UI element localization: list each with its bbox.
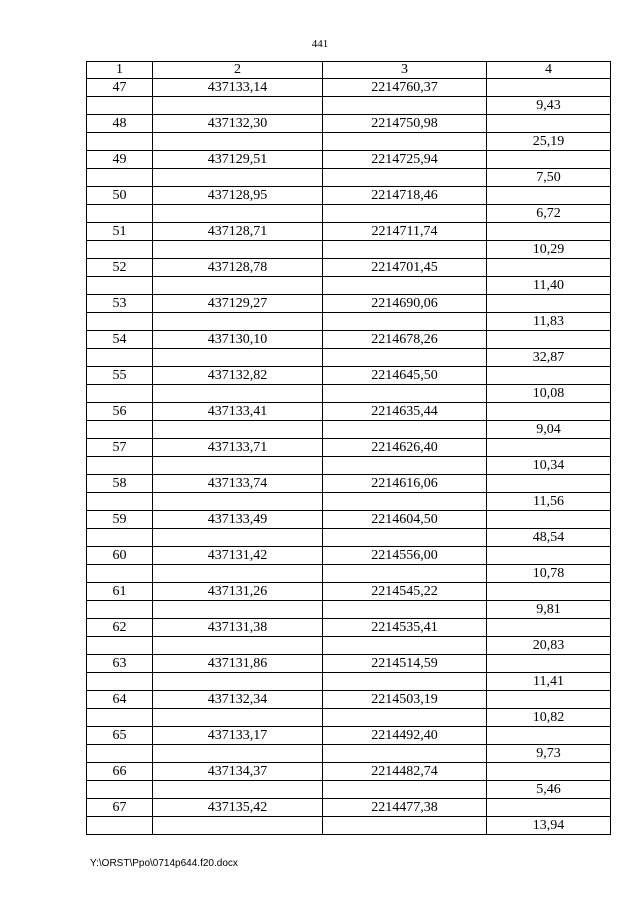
- point-row: [87, 403, 611, 421]
- distance-cell: 48,54: [487, 529, 611, 547]
- point-number-cell: 48: [87, 115, 153, 133]
- distance-row: [87, 601, 611, 619]
- distance-row: [87, 169, 611, 187]
- coordinates-table: [86, 61, 611, 835]
- distance-row: [87, 241, 611, 259]
- point-row: [87, 655, 611, 673]
- empty-cell: [153, 97, 323, 115]
- distance-cell: 10,78: [487, 565, 611, 583]
- empty-cell: [487, 331, 611, 349]
- empty-cell: [153, 349, 323, 367]
- point-number-cell: 58: [87, 475, 153, 493]
- empty-cell: [153, 709, 323, 727]
- empty-cell: [153, 493, 323, 511]
- y-coordinate-cell: 2214725,94: [323, 151, 487, 169]
- x-coordinate-cell: 437134,37: [153, 763, 323, 781]
- distance-cell: 9,73: [487, 745, 611, 763]
- empty-cell: [487, 151, 611, 169]
- empty-cell: [487, 619, 611, 637]
- x-coordinate-cell: 437132,34: [153, 691, 323, 709]
- empty-cell: [153, 133, 323, 151]
- point-row: [87, 475, 611, 493]
- empty-cell: [323, 313, 487, 331]
- x-coordinate-cell: 437128,71: [153, 223, 323, 241]
- x-coordinate-cell: 437131,86: [153, 655, 323, 673]
- empty-cell: [153, 565, 323, 583]
- empty-cell: [487, 655, 611, 673]
- empty-cell: [487, 475, 611, 493]
- empty-cell: [323, 97, 487, 115]
- point-number-cell: 60: [87, 547, 153, 565]
- y-coordinate-cell: 2214701,45: [323, 259, 487, 277]
- empty-cell: [487, 763, 611, 781]
- empty-cell: [323, 169, 487, 187]
- empty-cell: [323, 349, 487, 367]
- empty-cell: [153, 277, 323, 295]
- point-row: [87, 439, 611, 457]
- y-coordinate-cell: 2214626,40: [323, 439, 487, 457]
- distance-row: [87, 745, 611, 763]
- point-number-cell: 61: [87, 583, 153, 601]
- point-number-cell: 63: [87, 655, 153, 673]
- header-cell-4: 4: [487, 62, 611, 79]
- empty-cell: [87, 385, 153, 403]
- distance-cell: 10,34: [487, 457, 611, 475]
- point-row: [87, 187, 611, 205]
- empty-cell: [487, 511, 611, 529]
- empty-cell: [323, 421, 487, 439]
- point-row: [87, 79, 611, 97]
- empty-cell: [487, 115, 611, 133]
- x-coordinate-cell: 437129,51: [153, 151, 323, 169]
- distance-cell: 11,56: [487, 493, 611, 511]
- y-coordinate-cell: 2214718,46: [323, 187, 487, 205]
- empty-cell: [487, 367, 611, 385]
- empty-cell: [153, 745, 323, 763]
- empty-cell: [323, 709, 487, 727]
- empty-cell: [153, 385, 323, 403]
- empty-cell: [153, 169, 323, 187]
- y-coordinate-cell: 2214492,40: [323, 727, 487, 745]
- distance-cell: 7,50: [487, 169, 611, 187]
- empty-cell: [323, 277, 487, 295]
- distance-row: [87, 385, 611, 403]
- empty-cell: [87, 277, 153, 295]
- empty-cell: [87, 313, 153, 331]
- point-row: [87, 547, 611, 565]
- distance-row: [87, 817, 611, 835]
- empty-cell: [153, 205, 323, 223]
- point-number-cell: 52: [87, 259, 153, 277]
- x-coordinate-cell: 437133,14: [153, 79, 323, 97]
- y-coordinate-cell: 2214477,38: [323, 799, 487, 817]
- distance-row: [87, 493, 611, 511]
- point-number-cell: 64: [87, 691, 153, 709]
- y-coordinate-cell: 2214678,26: [323, 331, 487, 349]
- distance-cell: 32,87: [487, 349, 611, 367]
- distance-cell: 11,41: [487, 673, 611, 691]
- point-number-cell: 66: [87, 763, 153, 781]
- header-cell-3: 3: [323, 62, 487, 79]
- empty-cell: [323, 673, 487, 691]
- empty-cell: [323, 601, 487, 619]
- distance-row: [87, 637, 611, 655]
- empty-cell: [87, 349, 153, 367]
- x-coordinate-cell: 437135,42: [153, 799, 323, 817]
- empty-cell: [487, 295, 611, 313]
- distance-row: [87, 133, 611, 151]
- empty-cell: [153, 781, 323, 799]
- table-header-row: [87, 62, 611, 79]
- x-coordinate-cell: 437128,78: [153, 259, 323, 277]
- point-number-cell: 53: [87, 295, 153, 313]
- y-coordinate-cell: 2214690,06: [323, 295, 487, 313]
- empty-cell: [87, 637, 153, 655]
- x-coordinate-cell: 437133,71: [153, 439, 323, 457]
- distance-cell: 11,40: [487, 277, 611, 295]
- empty-cell: [487, 439, 611, 457]
- x-coordinate-cell: 437133,41: [153, 403, 323, 421]
- x-coordinate-cell: 437130,10: [153, 331, 323, 349]
- point-number-cell: 56: [87, 403, 153, 421]
- distance-cell: 25,19: [487, 133, 611, 151]
- y-coordinate-cell: 2214503,19: [323, 691, 487, 709]
- empty-cell: [487, 223, 611, 241]
- empty-cell: [87, 457, 153, 475]
- distance-row: [87, 457, 611, 475]
- empty-cell: [323, 133, 487, 151]
- point-number-cell: 57: [87, 439, 153, 457]
- point-number-cell: 47: [87, 79, 153, 97]
- empty-cell: [487, 187, 611, 205]
- empty-cell: [87, 169, 153, 187]
- empty-cell: [87, 745, 153, 763]
- distance-cell: 10,29: [487, 241, 611, 259]
- empty-cell: [87, 205, 153, 223]
- point-number-cell: 49: [87, 151, 153, 169]
- distance-cell: 11,83: [487, 313, 611, 331]
- distance-row: [87, 781, 611, 799]
- empty-cell: [487, 691, 611, 709]
- distance-cell: 5,46: [487, 781, 611, 799]
- point-row: [87, 115, 611, 133]
- point-row: [87, 295, 611, 313]
- x-coordinate-cell: 437133,17: [153, 727, 323, 745]
- x-coordinate-cell: 437132,30: [153, 115, 323, 133]
- point-row: [87, 367, 611, 385]
- point-row: [87, 691, 611, 709]
- file-path-footer: Y:\ORST\Ppo\0714p644.f20.docx: [90, 858, 238, 869]
- empty-cell: [87, 421, 153, 439]
- y-coordinate-cell: 2214535,41: [323, 619, 487, 637]
- empty-cell: [153, 241, 323, 259]
- distance-cell: 13,94: [487, 817, 611, 835]
- empty-cell: [323, 205, 487, 223]
- distance-cell: 20,83: [487, 637, 611, 655]
- empty-cell: [153, 457, 323, 475]
- point-row: [87, 583, 611, 601]
- distance-row: [87, 709, 611, 727]
- empty-cell: [487, 259, 611, 277]
- point-number-cell: 59: [87, 511, 153, 529]
- header-cell-2: 2: [153, 62, 323, 79]
- y-coordinate-cell: 2214556,00: [323, 547, 487, 565]
- distance-row: [87, 313, 611, 331]
- y-coordinate-cell: 2214645,50: [323, 367, 487, 385]
- point-number-cell: 62: [87, 619, 153, 637]
- empty-cell: [153, 817, 323, 835]
- empty-cell: [153, 313, 323, 331]
- x-coordinate-cell: 437131,42: [153, 547, 323, 565]
- distance-row: [87, 277, 611, 295]
- empty-cell: [323, 745, 487, 763]
- distance-row: [87, 97, 611, 115]
- point-row: [87, 619, 611, 637]
- empty-cell: [87, 817, 153, 835]
- empty-cell: [87, 781, 153, 799]
- point-number-cell: 65: [87, 727, 153, 745]
- empty-cell: [323, 637, 487, 655]
- distance-row: [87, 205, 611, 223]
- point-row: [87, 223, 611, 241]
- empty-cell: [153, 637, 323, 655]
- point-number-cell: 55: [87, 367, 153, 385]
- empty-cell: [487, 403, 611, 421]
- empty-cell: [87, 133, 153, 151]
- point-row: [87, 151, 611, 169]
- x-coordinate-cell: 437133,49: [153, 511, 323, 529]
- point-row: [87, 763, 611, 781]
- distance-cell: 10,82: [487, 709, 611, 727]
- point-number-cell: 50: [87, 187, 153, 205]
- y-coordinate-cell: 2214750,98: [323, 115, 487, 133]
- empty-cell: [487, 547, 611, 565]
- page-number: 441: [311, 38, 329, 50]
- empty-cell: [323, 457, 487, 475]
- header-cell-1: 1: [87, 62, 153, 79]
- y-coordinate-cell: 2214604,50: [323, 511, 487, 529]
- empty-cell: [323, 385, 487, 403]
- empty-cell: [87, 241, 153, 259]
- x-coordinate-cell: 437131,38: [153, 619, 323, 637]
- y-coordinate-cell: 2214760,37: [323, 79, 487, 97]
- empty-cell: [87, 673, 153, 691]
- y-coordinate-cell: 2214545,22: [323, 583, 487, 601]
- distance-row: [87, 349, 611, 367]
- empty-cell: [323, 565, 487, 583]
- point-row: [87, 331, 611, 349]
- point-number-cell: 51: [87, 223, 153, 241]
- empty-cell: [153, 673, 323, 691]
- distance-cell: 9,43: [487, 97, 611, 115]
- distance-cell: 10,08: [487, 385, 611, 403]
- distance-cell: 9,04: [487, 421, 611, 439]
- point-row: [87, 727, 611, 745]
- x-coordinate-cell: 437128,95: [153, 187, 323, 205]
- empty-cell: [323, 493, 487, 511]
- empty-cell: [153, 601, 323, 619]
- empty-cell: [87, 709, 153, 727]
- empty-cell: [487, 799, 611, 817]
- empty-cell: [487, 79, 611, 97]
- distance-row: [87, 565, 611, 583]
- point-number-cell: 67: [87, 799, 153, 817]
- distance-row: [87, 673, 611, 691]
- point-row: [87, 259, 611, 277]
- empty-cell: [323, 529, 487, 547]
- empty-cell: [87, 97, 153, 115]
- point-row: [87, 511, 611, 529]
- y-coordinate-cell: 2214711,74: [323, 223, 487, 241]
- y-coordinate-cell: 2214514,59: [323, 655, 487, 673]
- empty-cell: [323, 781, 487, 799]
- empty-cell: [487, 727, 611, 745]
- y-coordinate-cell: 2214635,44: [323, 403, 487, 421]
- x-coordinate-cell: 437129,27: [153, 295, 323, 313]
- distance-cell: 9,81: [487, 601, 611, 619]
- distance-row: [87, 529, 611, 547]
- point-number-cell: 54: [87, 331, 153, 349]
- empty-cell: [87, 493, 153, 511]
- empty-cell: [487, 583, 611, 601]
- empty-cell: [87, 601, 153, 619]
- x-coordinate-cell: 437133,74: [153, 475, 323, 493]
- empty-cell: [87, 529, 153, 547]
- distance-row: [87, 421, 611, 439]
- empty-cell: [323, 241, 487, 259]
- distance-cell: 6,72: [487, 205, 611, 223]
- coordinates-table-body: [87, 62, 611, 835]
- empty-cell: [153, 529, 323, 547]
- empty-cell: [323, 817, 487, 835]
- empty-cell: [153, 421, 323, 439]
- x-coordinate-cell: 437131,26: [153, 583, 323, 601]
- x-coordinate-cell: 437132,82: [153, 367, 323, 385]
- y-coordinate-cell: 2214482,74: [323, 763, 487, 781]
- empty-cell: [87, 565, 153, 583]
- point-row: [87, 799, 611, 817]
- y-coordinate-cell: 2214616,06: [323, 475, 487, 493]
